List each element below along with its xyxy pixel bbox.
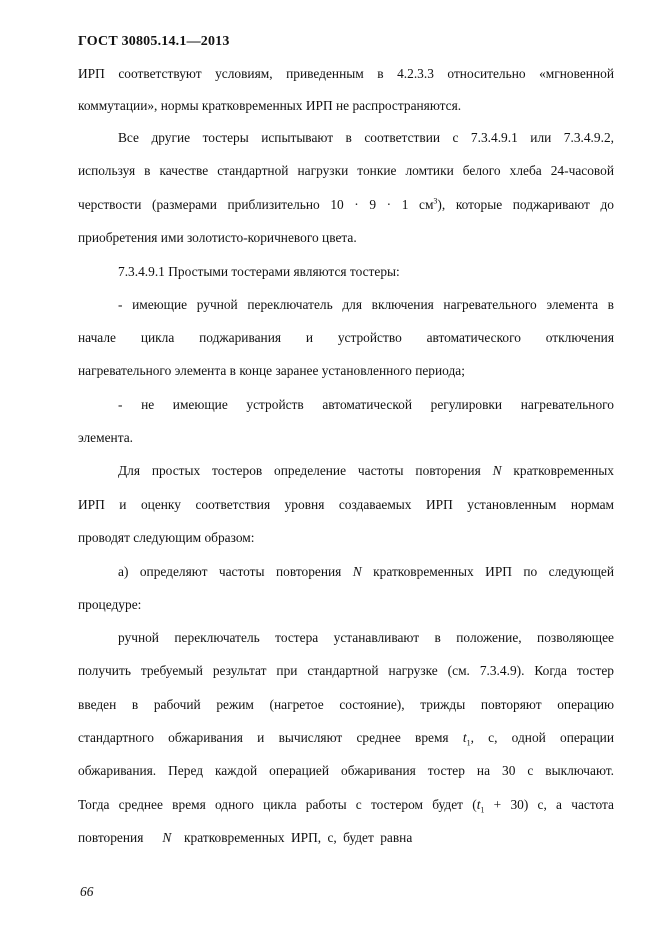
text-line: элемента.	[78, 430, 134, 445]
text-line: введен в рабочий режим (нагретое состояние), трижды повторяют операцию	[78, 697, 614, 712]
text-line: ИРП и оценку соответствия уровня создаваемых ИРП установленным нормам	[78, 497, 614, 512]
text-line: - не имеющие устройств автоматической регулировки нагревательного	[118, 397, 614, 412]
text-line: получить требуемый результат при стандартной нагрузке (см. 7.3.4.9). Когда тостер	[78, 663, 614, 678]
text-segment: стандартного обжаривания и вычисляют среднее время	[78, 730, 449, 745]
text-line: 7.3.4.9.1 Простыми тостерами являются тостеры:	[118, 264, 400, 279]
text-line: коммутации», нормы кратковременных ИРП не распространяются.	[78, 98, 462, 113]
text-segment: а) определяют частоты повторения	[118, 564, 342, 579]
text-segment: ), которые поджаривают до	[437, 197, 614, 212]
text-segment: повторения	[78, 830, 144, 845]
text-line: ИРП соответствуют условиям, приведенным в 4.2.3.3 относительно «мгновенной	[78, 66, 614, 81]
text-line: приобретения ими золотисто-коричневого цвета.	[78, 230, 357, 245]
document-header: ГОСТ 30805.14.1—2013	[78, 34, 230, 49]
text-line: используя в качестве стандартной нагрузки тонкие ломтики белого хлеба 24-часовой	[78, 163, 614, 178]
text-segment: кратковременных	[513, 463, 614, 478]
symbol-n: N	[492, 463, 502, 478]
superscript: 3	[433, 196, 438, 206]
text-line: процедуре:	[78, 597, 142, 612]
subscript: 1	[466, 738, 471, 748]
text-line: Все другие тостеры испытывают в соответствии с 7.3.4.9.1 или 7.3.4.9.2,	[118, 130, 614, 145]
page-number: 66	[80, 884, 94, 899]
text-segment: Тогда среднее время одного цикла работы с тостером будет (	[78, 797, 477, 812]
text-line: проводят следующим образом:	[78, 530, 255, 545]
text-line	[78, 730, 614, 746]
symbol-n: N	[352, 564, 362, 579]
text-line	[78, 797, 614, 813]
symbol-t: t	[476, 797, 481, 812]
text-line: начале цикла поджаривания и устройство автоматического отключения	[78, 330, 614, 345]
text-line: - имеющие ручной переключатель для включения нагревательного элемента в	[118, 297, 614, 312]
text-line: обжаривания. Перед каждой операцией обжаривания тостер на 30 с выключают.	[78, 763, 614, 778]
text-line	[78, 830, 412, 846]
subscript: 1	[480, 805, 485, 815]
text-segment: Для простых тостеров определение частоты повторения	[118, 463, 481, 478]
text-line	[118, 564, 614, 580]
text-segment: черствости (размерами приблизительно 10 · 9 · 1 см	[78, 197, 434, 212]
text-line: нагревательного элемента в конце заранее установленного периода;	[78, 363, 465, 378]
text-line	[118, 463, 614, 479]
text-line: ручной переключатель тостера устанавливают в положение, позволяющее	[118, 630, 614, 645]
text-line	[78, 197, 614, 213]
text-segment: + 30) с, а частота	[484, 797, 615, 812]
text-segment: , с, одной операции	[470, 730, 614, 745]
symbol-n: N	[162, 830, 172, 845]
text-segment: кратковременных ИРП по следующей	[373, 564, 614, 579]
text-segment: кратковременных ИРП, с, будет равна	[184, 830, 413, 845]
symbol-t: t	[462, 730, 467, 745]
